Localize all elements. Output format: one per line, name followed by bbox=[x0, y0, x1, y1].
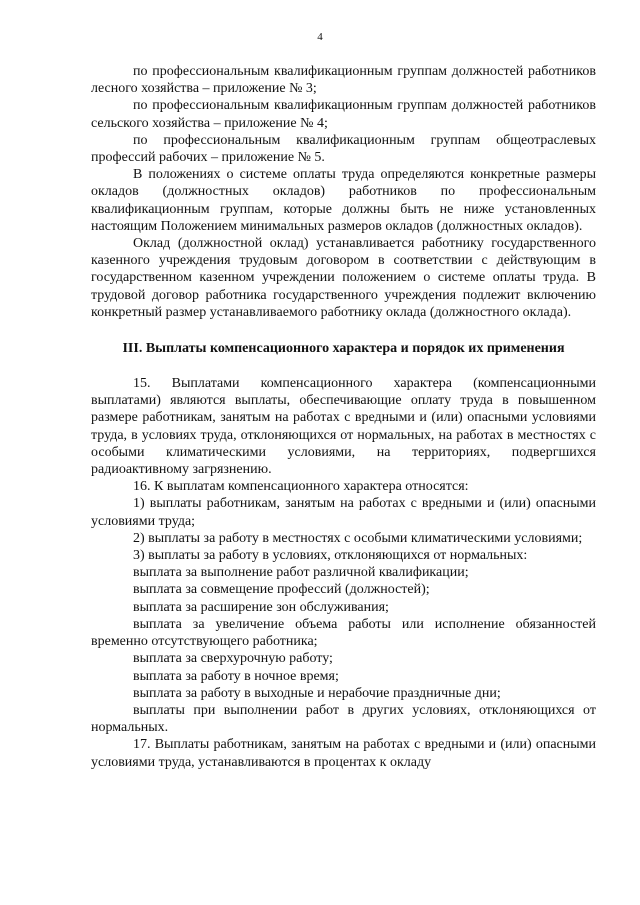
list-item: 1) выплаты работникам, занятым на работах с вредными и (или) опасными условиями труда; bbox=[91, 496, 596, 529]
list-item: выплата за увеличение объема работы или исполнение обязанностей временно отсутствующего работника; bbox=[91, 616, 596, 650]
document-body bbox=[91, 63, 596, 771]
list-item: выплаты при выполнении работ в других условиях, отклоняющихся от нормальных. bbox=[91, 702, 596, 736]
list-item: выплата за расширение зон обслуживания; bbox=[133, 599, 389, 615]
list-item: выплата за сверхурочную работу; bbox=[133, 651, 333, 667]
list-item: выплата за работу в выходные и нерабочие праздничные дни; bbox=[133, 685, 501, 701]
list-item: выплата за совмещение профессий (должностей); bbox=[133, 582, 430, 598]
paragraph: по профессиональным квалификационным группам должностей работников лесного хозяйства – приложение № 3; bbox=[91, 64, 596, 97]
paragraph: 17. Выплаты работникам, занятым на работах с вредными и (или) опасными условиями труда, устанавливаются в процентах к окладу bbox=[91, 737, 596, 770]
list-item: 2) выплаты за работу в местностях с особыми климатическими условиями; bbox=[133, 530, 583, 546]
paragraph: по профессиональным квалификационным группам должностей работников сельского хозяйства – приложение № 4; bbox=[91, 98, 596, 131]
paragraph: по профессиональным квалификационным группам общеотраслевых профессий рабочих – приложение № 5. bbox=[91, 132, 596, 166]
paragraph: Оклад (должностной оклад) устанавливается работнику государственного казенного учреждения трудовым договором в соответствии с действующим в государственном казенном учреждении положением о системе оплаты труда. В трудовой договор работника государственного учреждения подлежит включению конкретный размер устанавливаемого работнику оклада (должностного оклада). bbox=[91, 236, 596, 320]
page-number: 4 bbox=[317, 31, 323, 43]
paragraph: 15. Выплатами компенсационного характера (компенсационными выплатами) являются выплаты, обеспечивающие оплату труда в повышенном размере работникам, занятым на работах с вредными и (или) опасными условиями труда, в условиях труда, отклоняющихся от нормальных, на работах в местностях с особыми климатическими условиями, на территориях, подвергшихся радиоактивному загрязнению. bbox=[91, 376, 596, 478]
list-item: 3) выплаты за работу в условиях, отклоняющихся от нормальных: bbox=[133, 548, 528, 564]
paragraph: В положениях о системе оплаты труда определяются конкретные размеры окладов (должностных окладов) работников по профессиональным квалификационным группам, которые должны быть не ниже установленных настоящим Положением минимальных размеров окладов (должностных окладов). bbox=[91, 167, 596, 234]
section-heading: III. Выплаты компенсационного характера и порядок их применения bbox=[122, 341, 565, 357]
paragraph: 16. К выплатам компенсационного характера относятся: bbox=[133, 479, 469, 495]
list-item: выплата за выполнение работ различной квалификации; bbox=[133, 565, 469, 581]
list-item: выплата за работу в ночное время; bbox=[133, 668, 339, 684]
